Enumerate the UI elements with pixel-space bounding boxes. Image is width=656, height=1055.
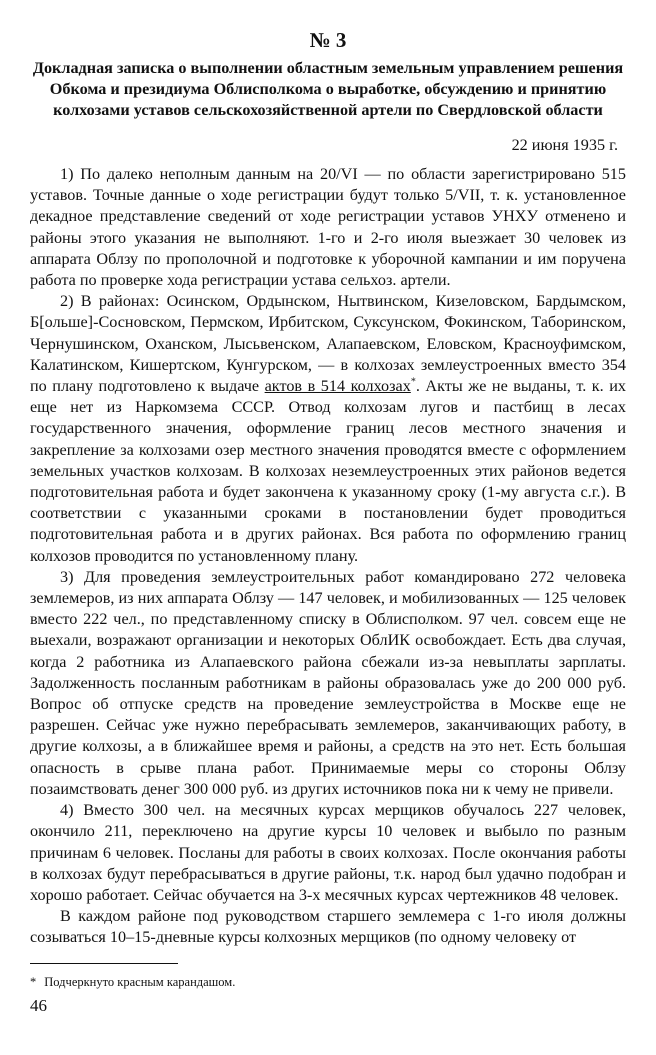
document-date: 22 июня 1935 г. <box>511 136 618 154</box>
document-number: № 3 <box>309 28 347 52</box>
footnote-reference: * <box>410 376 416 388</box>
footnote-mark: * <box>30 975 37 989</box>
paragraph-2 <box>30 291 626 567</box>
paragraph-2-text-end: . Акты же не выданы, т. к. их еще нет из Наркомзема СССР. Отвод колхозам лугов и пастбищ в лесах государственного значения, оформление границ лесов местного значения и закрепление за колхозами озер местного значения проводятся вместе с оформлением земельных участков колхозам. В колхозах неземлеустроенных этих районов ведется подготовительная работа и будет закончена к указанному сроку (1-му августа с.г.). В соответствии с указанными сроками в постановлении будет проводиться подготовительная работа и в других районах. Вся работа по оформлению границ колхозов проводится по установленному плану. <box>30 377 626 565</box>
paragraph-1: 1) По далеко неполным данным на 20/VI — по области зарегистрировано 515 уставов. Точные данные о ходе регистрации будут только 5/VII, т. к. установленное декадное представление сведений от ходе регистрации уставов УНХУ отменено и районы этого указания не выполняют. 1-го и 2-го июля выезжает 30 человек из аппарата Облзу по прополочной и подготовке к уборочной кампании и им поручена работа по проверке хода регистрации устава сельхоз. артели. <box>30 165 626 290</box>
footnote-divider <box>30 963 178 964</box>
document-title: Докладная записка о выполнении областным земельным управлением решения Обкома и президиума Облисполкома о выработке, обсуждению и принятию колхозами уставов сельскохозяйственной артели по Свердловской области <box>32 59 624 119</box>
document-body <box>30 164 626 949</box>
paragraph-2-text-start: 2) В районах: Осинском, Ордынском, Нытвинском, Кизеловском, Бардымском, Б[ольше]-Сосновском, Пермском, Ирбитском, Суксунском, Фокинском, Таборинском, Чернушинском, Оханском, Лысьвенском, Алапаевском, Еловском, Красноуфимском, Калатинском, Кишертском, Кунгурском, — в колхозах землеустроенных вместо 354 по плану подготовлено к выдаче <box>30 292 626 396</box>
paragraph-5: В каждом районе под руководством старшего землемера с 1-го июля должны созываться 10–15-дневные курсы колхозных мерщиков (по одному человеку от <box>30 907 626 947</box>
page-number: 46 <box>30 996 47 1015</box>
underlined-phrase: актов в 514 колхозах <box>264 377 411 396</box>
footnote-text: Подчеркнуто красным карандашом. <box>44 975 236 989</box>
footnote <box>30 974 235 990</box>
paragraph-3: 3) Для проведения землеустроительных работ командировано 272 человека землемеров, из них аппарата Облзу — 147 человек, и мобилизованных — 125 человек вместо 222 чел., по представленному списку в Облисполком. 97 чел. совсем еще не выехали, возражают организации и некоторых ОблИК освобождает. Есть два случая, когда 2 работника из Алапаевского района сбежали из-за невыплаты зарплаты. Задолженность посланным работникам в районы образовалась уже до 200 000 руб. Вопрос об отпуске средств на проведение землеустройства в Москве еще не разрешен. Сейчас уже нужно перебрасывать землемеров, заканчивающих работу, в другие колхозы, а в ближайшее время и районы, а средств на это нет. Есть большая опасность в срыве плана работ. Принимаемые меры со стороны Облзу позаимствовать денег 300 000 руб. из других источников пока ни к чему не привели. <box>30 567 626 798</box>
paragraph-4: 4) Вместо 300 чел. на месячных курсах мерщиков обучалось 227 человек, окончило 211, переключено на другие курсы 10 человек и выбыло по разным причинам 6 человек. Посланы для работы в своих колхозах. После окончания работы в колхозах будут перебрасываться в другие районы, т.к. народ был удачно подобран и хорошо работает. Сейчас обучается на 3-х месячных курсах чертежников 48 человек. <box>30 801 626 904</box>
